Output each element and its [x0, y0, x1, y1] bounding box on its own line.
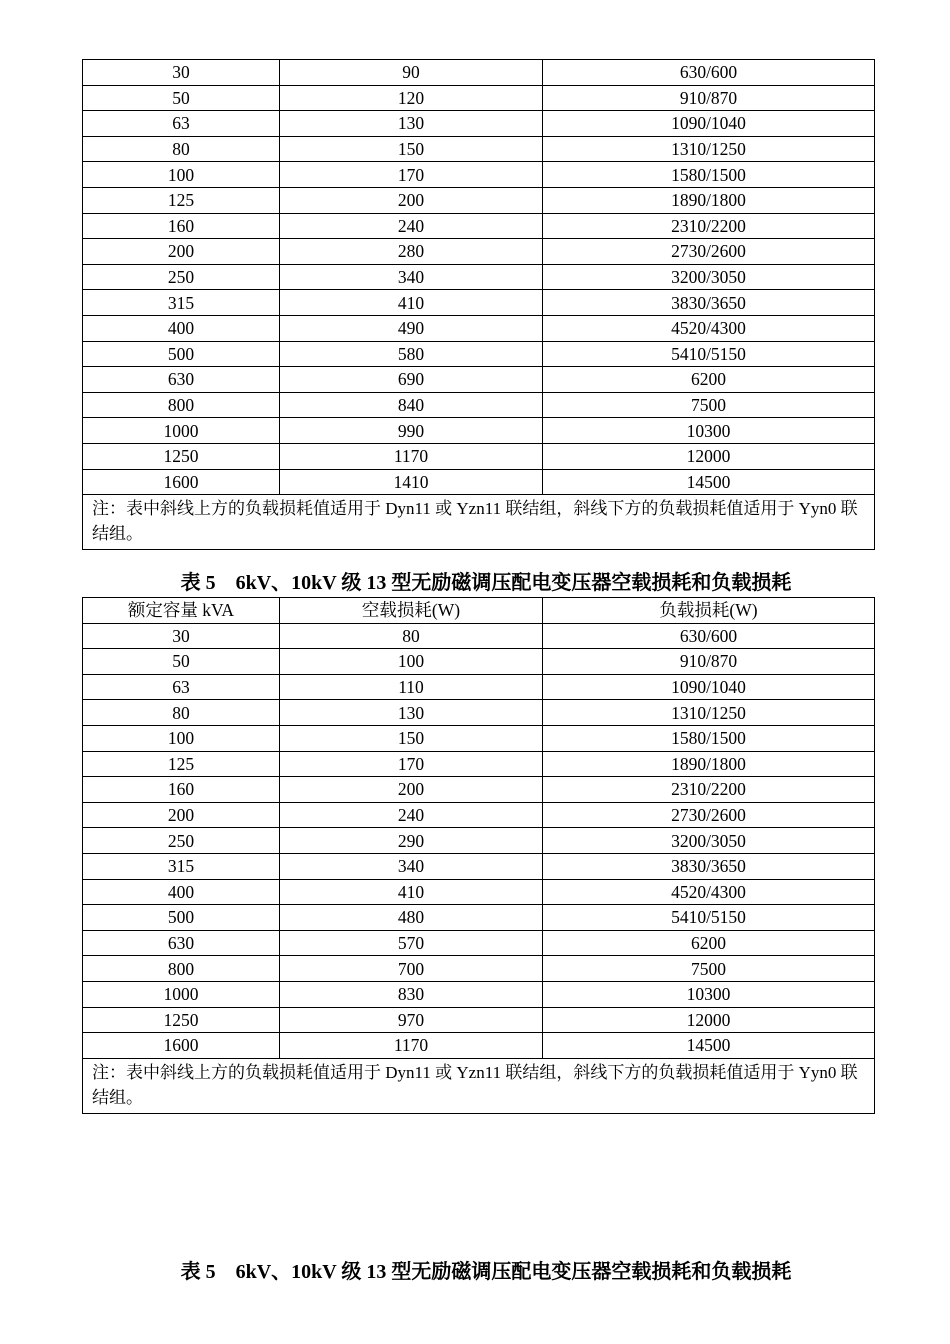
table-row — [83, 392, 875, 418]
header-rated-capacity: 额定容量 kVA — [83, 598, 280, 624]
table-note-row — [83, 1058, 875, 1113]
table-row — [83, 469, 875, 495]
no-load-loss-cell: 570 — [280, 930, 543, 956]
no-load-loss-cell: 150 — [280, 725, 543, 751]
load-loss-cell: 12000 — [543, 1007, 875, 1033]
rated-capacity-cell: 500 — [83, 341, 280, 367]
table-row — [83, 751, 875, 777]
table-5-caption: 表 5 6kV、10kV 级 13 型无励磁调压配电变压器空载损耗和负载损耗 — [180, 572, 792, 594]
header-no-load-loss: 空载损耗(W) — [280, 598, 543, 624]
load-loss-cell: 4520/4300 — [543, 879, 875, 905]
rated-capacity-cell: 63 — [83, 111, 280, 137]
table-note-row — [83, 495, 875, 550]
load-loss-cell: 2310/2200 — [543, 213, 875, 239]
load-loss-cell: 2730/2600 — [543, 239, 875, 265]
load-loss-cell: 630/600 — [543, 60, 875, 86]
rated-capacity-cell: 250 — [83, 828, 280, 854]
rated-capacity-cell: 100 — [83, 162, 280, 188]
loss-table-5-body — [83, 623, 875, 1058]
no-load-loss-cell: 120 — [280, 85, 543, 111]
rated-capacity-cell: 800 — [83, 392, 280, 418]
table-row — [83, 290, 875, 316]
table-row — [83, 1007, 875, 1033]
no-load-loss-cell: 340 — [280, 264, 543, 290]
no-load-loss-cell: 480 — [280, 905, 543, 931]
rated-capacity-cell: 125 — [83, 751, 280, 777]
load-loss-cell: 6200 — [543, 930, 875, 956]
load-loss-cell: 12000 — [543, 443, 875, 469]
load-loss-cell: 2730/2600 — [543, 802, 875, 828]
no-load-loss-cell: 700 — [280, 956, 543, 982]
load-loss-cell: 1310/1250 — [543, 700, 875, 726]
rated-capacity-cell: 630 — [83, 930, 280, 956]
no-load-loss-cell: 1410 — [280, 469, 543, 495]
table-row — [83, 1033, 875, 1059]
loss-table-continued-body — [83, 60, 875, 495]
load-loss-cell: 10300 — [543, 418, 875, 444]
no-load-loss-cell: 110 — [280, 674, 543, 700]
table-row — [83, 315, 875, 341]
rated-capacity-cell: 1600 — [83, 469, 280, 495]
table-row — [83, 623, 875, 649]
rated-capacity-cell: 1600 — [83, 1033, 280, 1059]
load-loss-cell: 1890/1800 — [543, 751, 875, 777]
load-loss-cell: 630/600 — [543, 623, 875, 649]
rated-capacity-cell: 1250 — [83, 1007, 280, 1033]
no-load-loss-cell: 200 — [280, 187, 543, 213]
table-note: 注：表中斜线上方的负载损耗值适用于 Dyn11 或 Yzn11 联结组，斜线下方的负载损耗值适用于 Yyn0 联结组。 — [83, 1058, 875, 1113]
table-row — [83, 981, 875, 1007]
table-row — [83, 162, 875, 188]
rated-capacity-cell: 800 — [83, 956, 280, 982]
table-row — [83, 264, 875, 290]
no-load-loss-cell: 240 — [280, 213, 543, 239]
no-load-loss-cell: 200 — [280, 777, 543, 803]
load-loss-cell: 910/870 — [543, 85, 875, 111]
table-row — [83, 85, 875, 111]
no-load-loss-cell: 1170 — [280, 1033, 543, 1059]
no-load-loss-cell: 340 — [280, 853, 543, 879]
table-row — [83, 136, 875, 162]
no-load-loss-cell: 240 — [280, 802, 543, 828]
rated-capacity-cell: 50 — [83, 85, 280, 111]
table-row — [83, 443, 875, 469]
table-row — [83, 777, 875, 803]
no-load-loss-cell: 150 — [280, 136, 543, 162]
table-5-caption-repeat: 表 5 6kV、10kV 级 13 型无励磁调压配电变压器空载损耗和负载损耗 — [180, 1261, 792, 1283]
no-load-loss-cell: 690 — [280, 367, 543, 393]
rated-capacity-cell: 200 — [83, 802, 280, 828]
load-loss-cell: 910/870 — [543, 649, 875, 675]
load-loss-cell: 1090/1040 — [543, 674, 875, 700]
table-row — [83, 367, 875, 393]
table-row — [83, 341, 875, 367]
rated-capacity-cell: 315 — [83, 290, 280, 316]
no-load-loss-cell: 1170 — [280, 443, 543, 469]
load-loss-cell: 1580/1500 — [543, 162, 875, 188]
table-row — [83, 802, 875, 828]
load-loss-cell: 1580/1500 — [543, 725, 875, 751]
rated-capacity-cell: 400 — [83, 315, 280, 341]
table-row — [83, 674, 875, 700]
rated-capacity-cell: 1000 — [83, 418, 280, 444]
rated-capacity-cell: 80 — [83, 700, 280, 726]
load-loss-cell: 3830/3650 — [543, 853, 875, 879]
no-load-loss-cell: 490 — [280, 315, 543, 341]
load-loss-cell: 5410/5150 — [543, 341, 875, 367]
table-header-row — [83, 598, 875, 624]
load-loss-cell: 14500 — [543, 469, 875, 495]
table-row — [83, 418, 875, 444]
table-row — [83, 879, 875, 905]
load-loss-cell: 1090/1040 — [543, 111, 875, 137]
no-load-loss-cell: 840 — [280, 392, 543, 418]
load-loss-cell: 10300 — [543, 981, 875, 1007]
table-row — [83, 853, 875, 879]
rated-capacity-cell: 1250 — [83, 443, 280, 469]
table-row — [83, 725, 875, 751]
no-load-loss-cell: 830 — [280, 981, 543, 1007]
load-loss-cell: 14500 — [543, 1033, 875, 1059]
table-row — [83, 60, 875, 86]
table-row — [83, 187, 875, 213]
table-note: 注：表中斜线上方的负载损耗值适用于 Dyn11 或 Yzn11 联结组，斜线下方的负载损耗值适用于 Yyn0 联结组。 — [83, 495, 875, 550]
table-row — [83, 213, 875, 239]
no-load-loss-cell: 90 — [280, 60, 543, 86]
rated-capacity-cell: 200 — [83, 239, 280, 265]
table-row — [83, 239, 875, 265]
no-load-loss-cell: 580 — [280, 341, 543, 367]
rated-capacity-cell: 80 — [83, 136, 280, 162]
rated-capacity-cell: 100 — [83, 725, 280, 751]
rated-capacity-cell: 630 — [83, 367, 280, 393]
rated-capacity-cell: 125 — [83, 187, 280, 213]
rated-capacity-cell: 250 — [83, 264, 280, 290]
loss-table-5 — [82, 597, 875, 1114]
no-load-loss-cell: 170 — [280, 162, 543, 188]
load-loss-cell: 2310/2200 — [543, 777, 875, 803]
no-load-loss-cell: 990 — [280, 418, 543, 444]
no-load-loss-cell: 290 — [280, 828, 543, 854]
no-load-loss-cell: 410 — [280, 290, 543, 316]
rated-capacity-cell: 63 — [83, 674, 280, 700]
rated-capacity-cell: 400 — [83, 879, 280, 905]
table-row — [83, 905, 875, 931]
load-loss-cell: 1310/1250 — [543, 136, 875, 162]
rated-capacity-cell: 160 — [83, 213, 280, 239]
rated-capacity-cell: 500 — [83, 905, 280, 931]
no-load-loss-cell: 170 — [280, 751, 543, 777]
loss-table-continued — [82, 59, 875, 550]
no-load-loss-cell: 130 — [280, 700, 543, 726]
load-loss-cell: 3830/3650 — [543, 290, 875, 316]
table-row — [83, 649, 875, 675]
load-loss-cell: 7500 — [543, 956, 875, 982]
header-load-loss: 负载损耗(W) — [543, 598, 875, 624]
load-loss-cell: 1890/1800 — [543, 187, 875, 213]
no-load-loss-cell: 280 — [280, 239, 543, 265]
table-row — [83, 828, 875, 854]
load-loss-cell: 7500 — [543, 392, 875, 418]
table-row — [83, 930, 875, 956]
rated-capacity-cell: 160 — [83, 777, 280, 803]
load-loss-cell: 3200/3050 — [543, 264, 875, 290]
no-load-loss-cell: 970 — [280, 1007, 543, 1033]
load-loss-cell: 6200 — [543, 367, 875, 393]
no-load-loss-cell: 80 — [280, 623, 543, 649]
table-row — [83, 956, 875, 982]
load-loss-cell: 4520/4300 — [543, 315, 875, 341]
rated-capacity-cell: 30 — [83, 60, 280, 86]
no-load-loss-cell: 410 — [280, 879, 543, 905]
rated-capacity-cell: 1000 — [83, 981, 280, 1007]
rated-capacity-cell: 50 — [83, 649, 280, 675]
no-load-loss-cell: 100 — [280, 649, 543, 675]
rated-capacity-cell: 315 — [83, 853, 280, 879]
table-row — [83, 111, 875, 137]
rated-capacity-cell: 30 — [83, 623, 280, 649]
no-load-loss-cell: 130 — [280, 111, 543, 137]
table-row — [83, 700, 875, 726]
load-loss-cell: 3200/3050 — [543, 828, 875, 854]
load-loss-cell: 5410/5150 — [543, 905, 875, 931]
